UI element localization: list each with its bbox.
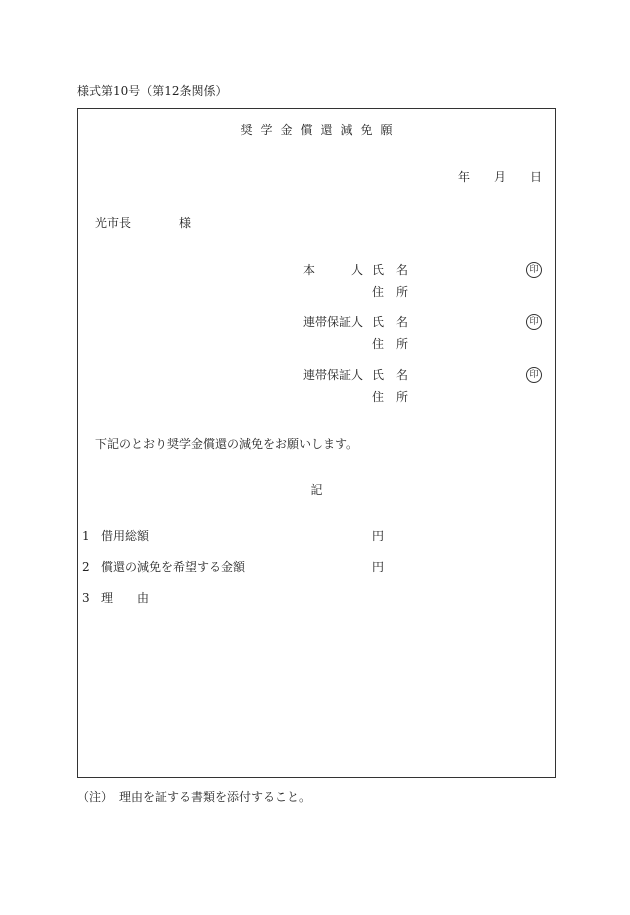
item-label: 借用総額: [101, 529, 150, 543]
item-label: 償還の減免を希望する金額: [101, 560, 246, 574]
form-number: 様式第10号（第12条関係）: [77, 84, 228, 98]
address-label: 住 所: [372, 390, 409, 404]
signer-role: 連帯保証人: [303, 315, 364, 329]
signer-role: 本 人: [303, 263, 364, 277]
item-label: 理 由: [101, 591, 150, 605]
footnote: （注） 理由を証する書類を添付すること。: [77, 790, 312, 804]
name-label: 氏 名: [372, 263, 409, 277]
addressee: 光市長 様: [95, 216, 192, 230]
ki-heading: 記: [310, 483, 323, 497]
name-label: 氏 名: [372, 368, 409, 382]
date-line: 年 月 日: [458, 170, 543, 184]
signer-role: 連帯保証人: [303, 368, 364, 382]
address-label: 住 所: [372, 337, 409, 351]
item-unit: 円: [372, 560, 385, 574]
item-number: 3: [82, 591, 90, 605]
seal-mark: 印: [526, 367, 542, 383]
address-label: 住 所: [372, 285, 409, 299]
item-unit: 円: [372, 529, 385, 543]
item-number: 1: [82, 529, 90, 543]
seal-mark: 印: [526, 262, 542, 278]
form-title: 奨学金償還減免願: [240, 123, 401, 137]
name-label: 氏 名: [372, 315, 409, 329]
request-text: 下記のとおり奨学金償還の減免をお願いします。: [95, 437, 359, 451]
item-number: 2: [82, 560, 90, 574]
seal-mark: 印: [526, 314, 542, 330]
